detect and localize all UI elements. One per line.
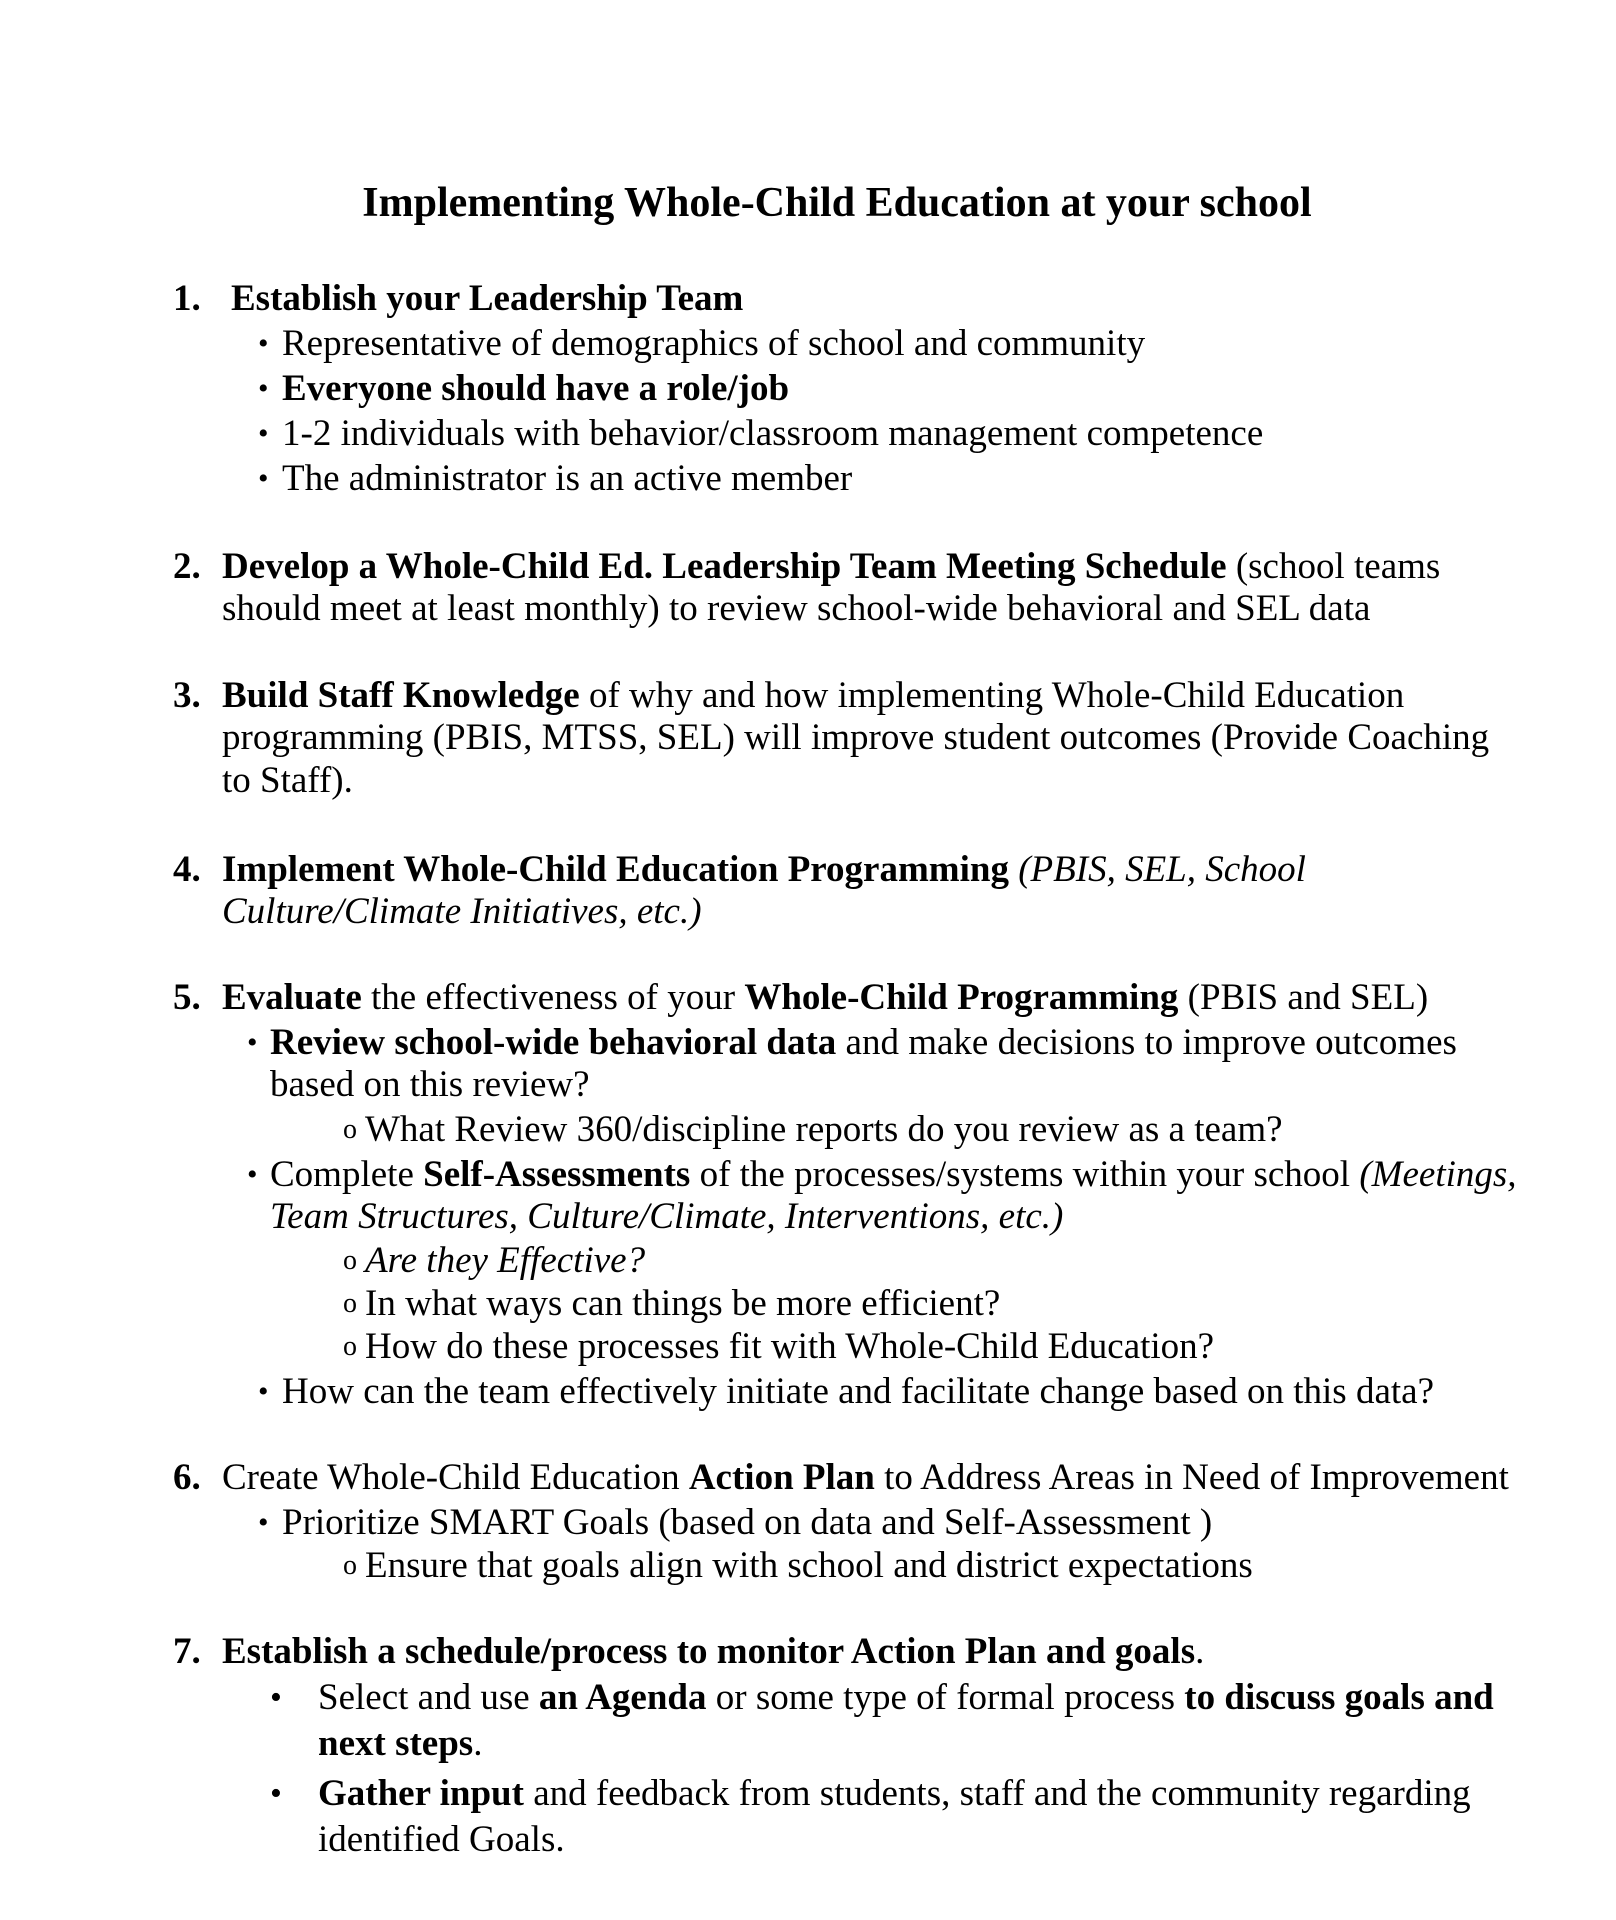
item-1-bullet-3: 1-2 individuals with behavior/classroom management competence — [282, 413, 1264, 454]
item-7-line-1: Establish a schedule/process to monitor Action Plan and goals. — [222, 1631, 1205, 1672]
item-1-bullet-4: The administrator is an active member — [282, 458, 853, 499]
bullet-icon: • — [258, 372, 269, 405]
item-1-bullet-2: Everyone should have a role/job — [282, 368, 790, 409]
item-4-line-2: Culture/Climate Initiatives, etc.) — [222, 891, 702, 932]
bullet-icon: • — [247, 1026, 258, 1059]
item-1-heading: Establish your Leadership Team — [231, 278, 744, 319]
item-5-bullet-1-line-1: Review school-wide behavioral data and make decisions to improve outcomes — [270, 1022, 1457, 1063]
item-5-bullet-2-line-2: Team Structures, Culture/Climate, Interventions, etc.) — [270, 1196, 1064, 1237]
item-4-number: 4. — [173, 849, 201, 890]
item-6-number: 6. — [173, 1457, 201, 1498]
item-2-number: 2. — [173, 546, 201, 587]
item-5-bullet-2-line-1: Complete Self-Assessments of the processes/systems within your school (Meetings, — [270, 1154, 1517, 1195]
item-4-line-1: Implement Whole-Child Education Programming (PBIS, SEL, School — [222, 849, 1306, 890]
circle-bullet-icon: o — [343, 1331, 357, 1362]
item-5-bullet-1-line-2: based on this review? — [270, 1064, 590, 1105]
item-7-number: 7. — [173, 1631, 201, 1672]
item-7-bullet-2-line-1: Gather input and feedback from students, staff and the community regarding — [318, 1773, 1471, 1814]
item-5-sub-3: In what ways can things be more efficient? — [365, 1283, 1001, 1324]
item-7-bullet-1-line-2: next steps. — [318, 1723, 483, 1764]
circle-bullet-icon: o — [343, 1550, 357, 1581]
item-3-number: 3. — [173, 675, 201, 716]
circle-bullet-icon: o — [343, 1245, 357, 1276]
bullet-icon: • — [258, 417, 269, 450]
item-1-number: 1. — [173, 278, 201, 319]
item-1-bullet-1: Representative of demographics of school and community — [282, 323, 1146, 364]
document-title: Implementing Whole-Child Education at your school — [362, 180, 1312, 226]
item-5-sub-2: Are they Effective? — [365, 1240, 646, 1281]
item-5-line-1: Evaluate the effectiveness of your Whole-Child Programming (PBIS and SEL) — [222, 977, 1429, 1018]
item-6-line-1: Create Whole-Child Education Action Plan to Address Areas in Need of Improvement — [222, 1457, 1509, 1498]
bullet-icon: • — [258, 462, 269, 495]
item-7-bullet-1-line-1: Select and use an Agenda or some type of formal process to discuss goals and — [318, 1677, 1494, 1718]
bullet-icon: • — [258, 327, 269, 360]
bullet-icon: • — [258, 1506, 269, 1539]
item-2-line-2: should meet at least monthly) to review school-wide behavioral and SEL data — [222, 588, 1371, 629]
item-5-number: 5. — [173, 977, 201, 1018]
item-2-line-1: Develop a Whole-Child Ed. Leadership Team Meeting Schedule (school teams — [222, 546, 1441, 587]
item-7-bullet-2-line-2: identified Goals. — [318, 1819, 565, 1860]
circle-bullet-icon: o — [343, 1288, 357, 1319]
item-5-sub-4: How do these processes fit with Whole-Child Education? — [365, 1326, 1215, 1367]
item-5-sub-1: What Review 360/discipline reports do you review as a team? — [365, 1109, 1283, 1150]
bullet-icon: • — [270, 1679, 282, 1716]
item-6-sub-1: Ensure that goals align with school and district expectations — [365, 1545, 1253, 1586]
circle-bullet-icon: o — [343, 1114, 357, 1145]
item-6-bullet-1: Prioritize SMART Goals (based on data and Self-Assessment ) — [282, 1502, 1213, 1543]
bullet-icon: • — [270, 1775, 282, 1812]
item-5-bullet-3: How can the team effectively initiate and facilitate change based on this data? — [282, 1371, 1434, 1412]
bullet-icon: • — [247, 1158, 258, 1191]
bullet-icon: • — [258, 1375, 269, 1408]
item-3-line-1: Build Staff Knowledge of why and how implementing Whole-Child Education — [222, 675, 1405, 716]
item-3-line-2: programming (PBIS, MTSS, SEL) will improve student outcomes (Provide Coaching — [222, 717, 1490, 758]
item-3-line-3: to Staff). — [222, 760, 353, 801]
